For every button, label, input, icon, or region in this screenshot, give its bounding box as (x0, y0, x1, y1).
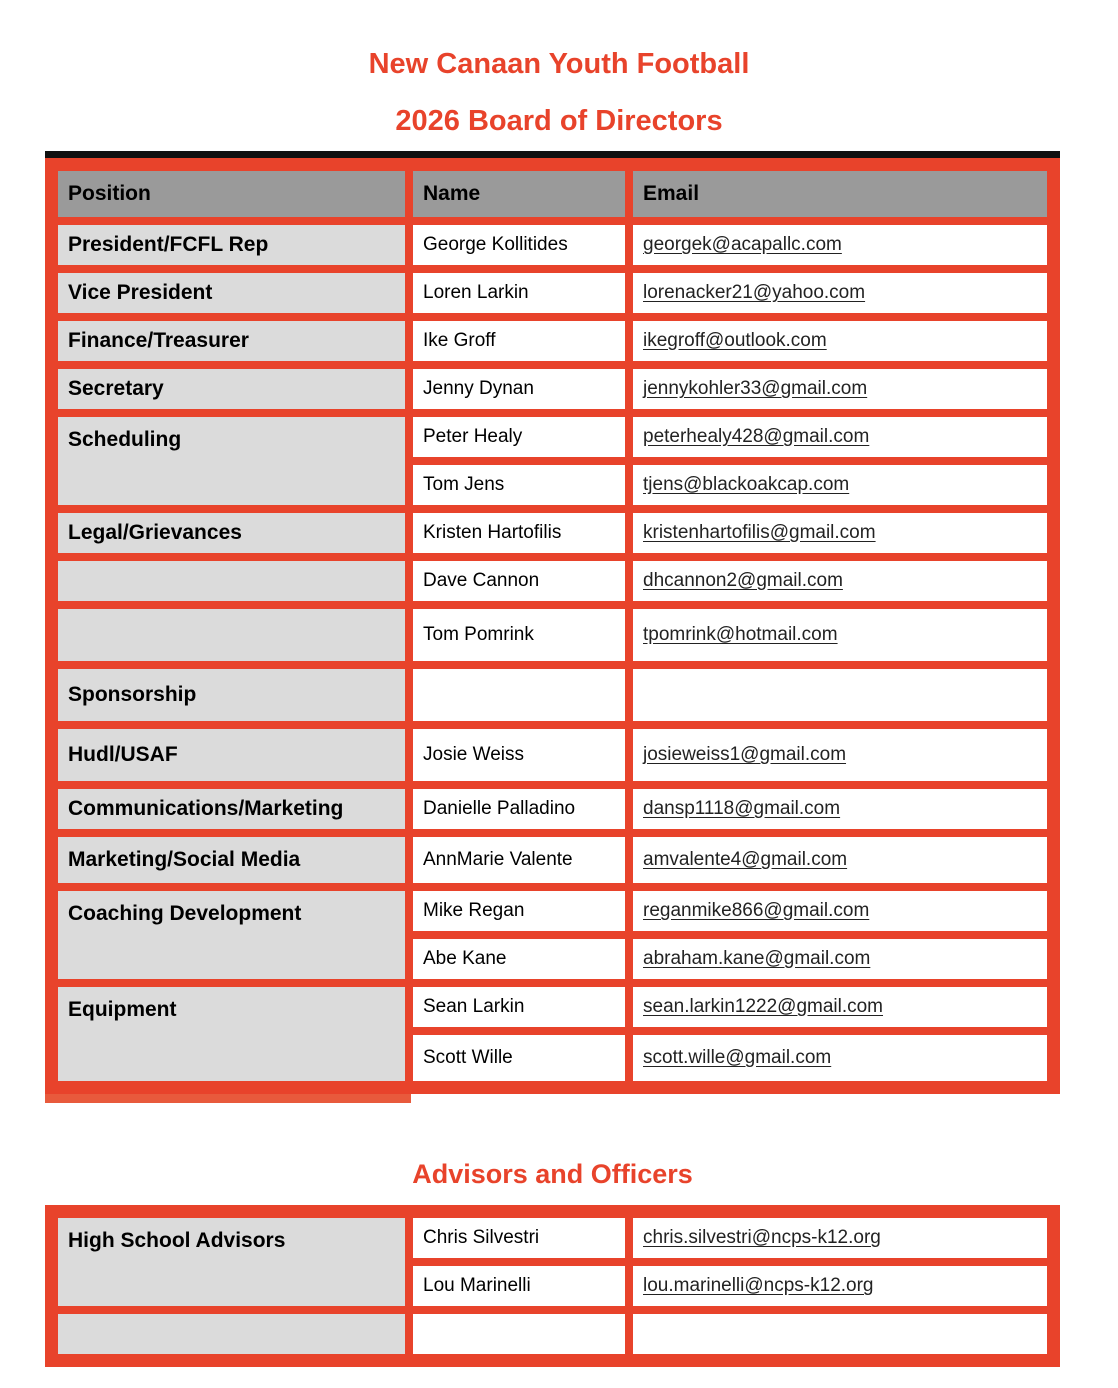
email-link[interactable]: dhcannon2@gmail.com (643, 570, 843, 591)
name-cell: George Kollitides (413, 225, 625, 265)
page-title: New Canaan Youth Football (368, 48, 750, 80)
email-cell (633, 273, 1047, 313)
table-row (58, 1218, 1047, 1258)
email-link[interactable]: reganmike866@gmail.com (643, 900, 870, 921)
email-cell (633, 1266, 1047, 1306)
position-cell: High School Advisors (58, 1218, 405, 1306)
table-bottom-border-artifact (45, 1094, 411, 1103)
table-row (58, 513, 1047, 553)
name-cell: Josie Weiss (413, 729, 625, 781)
name-cell: Mike Regan (413, 891, 625, 931)
email-cell (633, 669, 1047, 721)
name-cell: Lou Marinelli (413, 1266, 625, 1306)
position-cell (58, 1314, 405, 1354)
email-link[interactable]: lou.marinelli@ncps-k12.org (643, 1275, 874, 1296)
email-link[interactable]: kristenhartofilis@gmail.com (643, 522, 876, 543)
table-row (58, 561, 1047, 601)
position-cell: Coaching Development (58, 891, 405, 979)
table-row (58, 1314, 1047, 1354)
advisors-section-title: Advisors and Officers (412, 1159, 693, 1189)
table-row (58, 225, 1047, 265)
name-cell: Chris Silvestri (413, 1218, 625, 1258)
table-row (58, 669, 1047, 721)
name-cell: Kristen Hartofilis (413, 513, 625, 553)
advisors-table (50, 1210, 1055, 1362)
position-cell: Legal/Grievances (58, 513, 405, 553)
position-cell: Equipment (58, 987, 405, 1081)
email-link[interactable]: scott.wille@gmail.com (643, 1047, 832, 1068)
name-cell: Jenny Dynan (413, 369, 625, 409)
email-cell (633, 987, 1047, 1027)
column-header-position: Position (58, 171, 405, 217)
column-header-name: Name (413, 171, 625, 217)
page-subtitle: 2026 Board of Directors (395, 105, 723, 137)
email-cell (633, 837, 1047, 883)
email-cell (633, 561, 1047, 601)
advisors-table-frame (45, 1205, 1060, 1367)
position-cell: Secretary (58, 369, 405, 409)
email-link[interactable]: jennykohler33@gmail.com (643, 378, 868, 399)
name-cell: Ike Groff (413, 321, 625, 361)
email-link[interactable]: chris.silvestri@ncps-k12.org (643, 1227, 881, 1248)
table-row (58, 729, 1047, 781)
name-cell: Sean Larkin (413, 987, 625, 1027)
email-cell (633, 939, 1047, 979)
email-cell (633, 513, 1047, 553)
email-cell (633, 321, 1047, 361)
position-cell (58, 561, 405, 601)
email-cell (633, 1314, 1047, 1354)
email-cell (633, 417, 1047, 457)
position-cell: Sponsorship (58, 669, 405, 721)
email-cell (633, 609, 1047, 661)
name-cell: Scott Wille (413, 1035, 625, 1081)
email-cell (633, 225, 1047, 265)
name-cell: Peter Healy (413, 417, 625, 457)
name-cell: AnnMarie Valente (413, 837, 625, 883)
email-link[interactable]: tpomrink@hotmail.com (643, 624, 838, 645)
email-cell (633, 729, 1047, 781)
table-row (58, 417, 1047, 457)
table-row (58, 609, 1047, 661)
email-link[interactable]: ikegroff@outlook.com (643, 330, 827, 351)
email-link[interactable]: abraham.kane@gmail.com (643, 948, 871, 969)
email-link[interactable]: josieweiss1@gmail.com (643, 744, 847, 765)
email-link[interactable]: tjens@blackoakcap.com (643, 474, 850, 495)
table-row (58, 273, 1047, 313)
name-cell: Loren Larkin (413, 273, 625, 313)
table-row (58, 891, 1047, 931)
email-link[interactable]: georgek@acapallc.com (643, 234, 842, 255)
email-cell (633, 891, 1047, 931)
name-cell: Tom Pomrink (413, 609, 625, 661)
column-header-email: Email (633, 171, 1047, 217)
table-row (58, 369, 1047, 409)
email-link[interactable]: amvalente4@gmail.com (643, 849, 848, 870)
name-cell: Dave Cannon (413, 561, 625, 601)
board-table (50, 163, 1055, 1089)
position-cell: Communications/Marketing (58, 789, 405, 829)
email-link[interactable]: peterhealy428@gmail.com (643, 426, 870, 447)
position-cell (58, 609, 405, 661)
name-cell: Tom Jens (413, 465, 625, 505)
table-row (58, 987, 1047, 1027)
name-cell: Danielle Palladino (413, 789, 625, 829)
position-cell: Marketing/Social Media (58, 837, 405, 883)
email-cell (633, 465, 1047, 505)
table-row (58, 321, 1047, 361)
position-cell: Finance/Treasurer (58, 321, 405, 361)
position-cell: Scheduling (58, 417, 405, 505)
email-cell (633, 369, 1047, 409)
email-cell (633, 789, 1047, 829)
name-cell: Abe Kane (413, 939, 625, 979)
position-cell: President/FCFL Rep (58, 225, 405, 265)
email-cell (633, 1218, 1047, 1258)
name-cell (413, 669, 625, 721)
table-row (58, 789, 1047, 829)
email-cell (633, 1035, 1047, 1081)
name-cell (413, 1314, 625, 1354)
board-table-frame (45, 151, 1060, 1094)
table-header-row (58, 171, 1047, 217)
email-link[interactable]: dansp1118@gmail.com (643, 798, 841, 819)
email-link[interactable]: sean.larkin1222@gmail.com (643, 996, 884, 1017)
table-row (58, 837, 1047, 883)
email-link[interactable]: lorenacker21@yahoo.com (643, 282, 866, 303)
position-cell: Hudl/USAF (58, 729, 405, 781)
position-cell: Vice President (58, 273, 405, 313)
